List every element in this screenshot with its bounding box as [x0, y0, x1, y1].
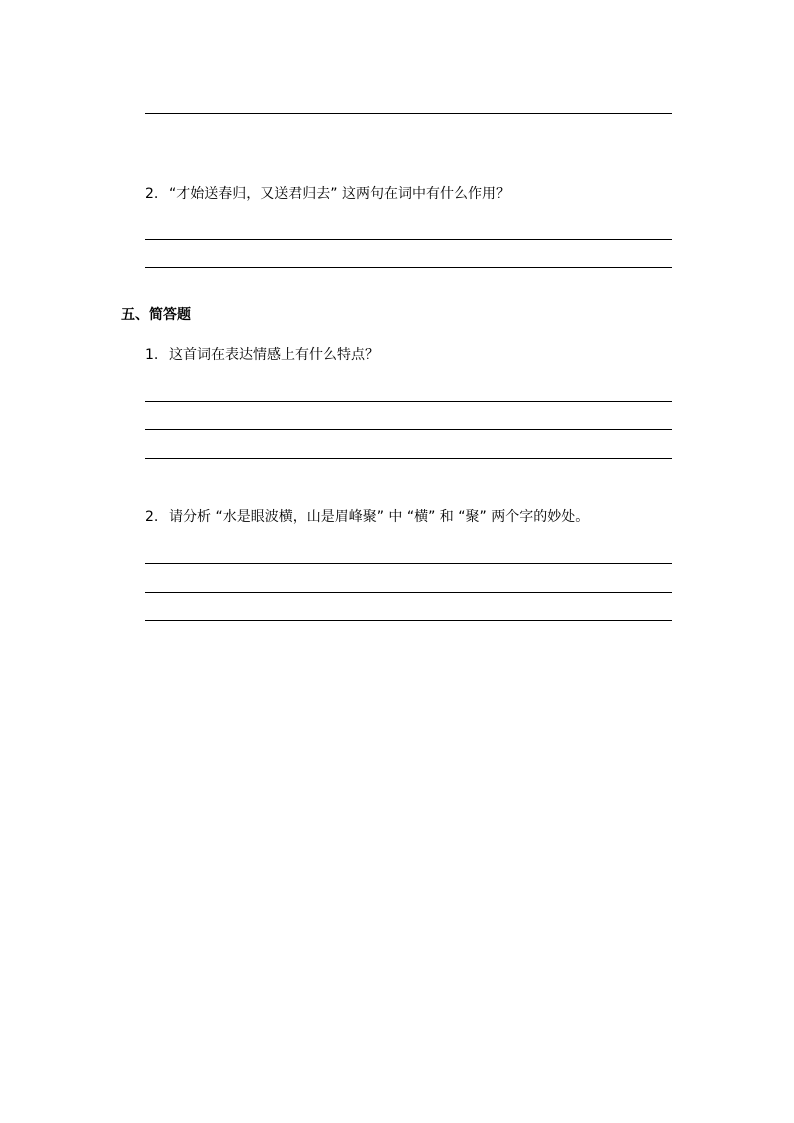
- answer-line: [145, 429, 672, 430]
- answer-line: [145, 592, 672, 593]
- answer-line: [145, 458, 672, 459]
- question-number: 2.: [145, 509, 159, 525]
- answer-line: [145, 239, 672, 240]
- question-text: 这首词在表达情感上有什么特点？: [169, 347, 379, 363]
- question-number: 2.: [145, 186, 159, 202]
- question-text: “才始送春归，又送君归去” 这两句在词中有什么作用？: [169, 186, 510, 202]
- question-text: 请分析 “水是眼波横，山是眉峰聚” 中 “横” 和 “聚” 两个字的妙处。: [169, 509, 590, 525]
- answer-line: [145, 267, 672, 268]
- question-1: [145, 345, 379, 365]
- answer-line: [145, 113, 672, 114]
- answer-line: [145, 401, 672, 402]
- section-title: 五、简答题: [121, 307, 191, 323]
- answer-line: [145, 620, 672, 621]
- question-2: [145, 184, 510, 204]
- answer-line: [145, 563, 672, 564]
- question-number: 1.: [145, 347, 159, 363]
- question-2: [145, 507, 589, 527]
